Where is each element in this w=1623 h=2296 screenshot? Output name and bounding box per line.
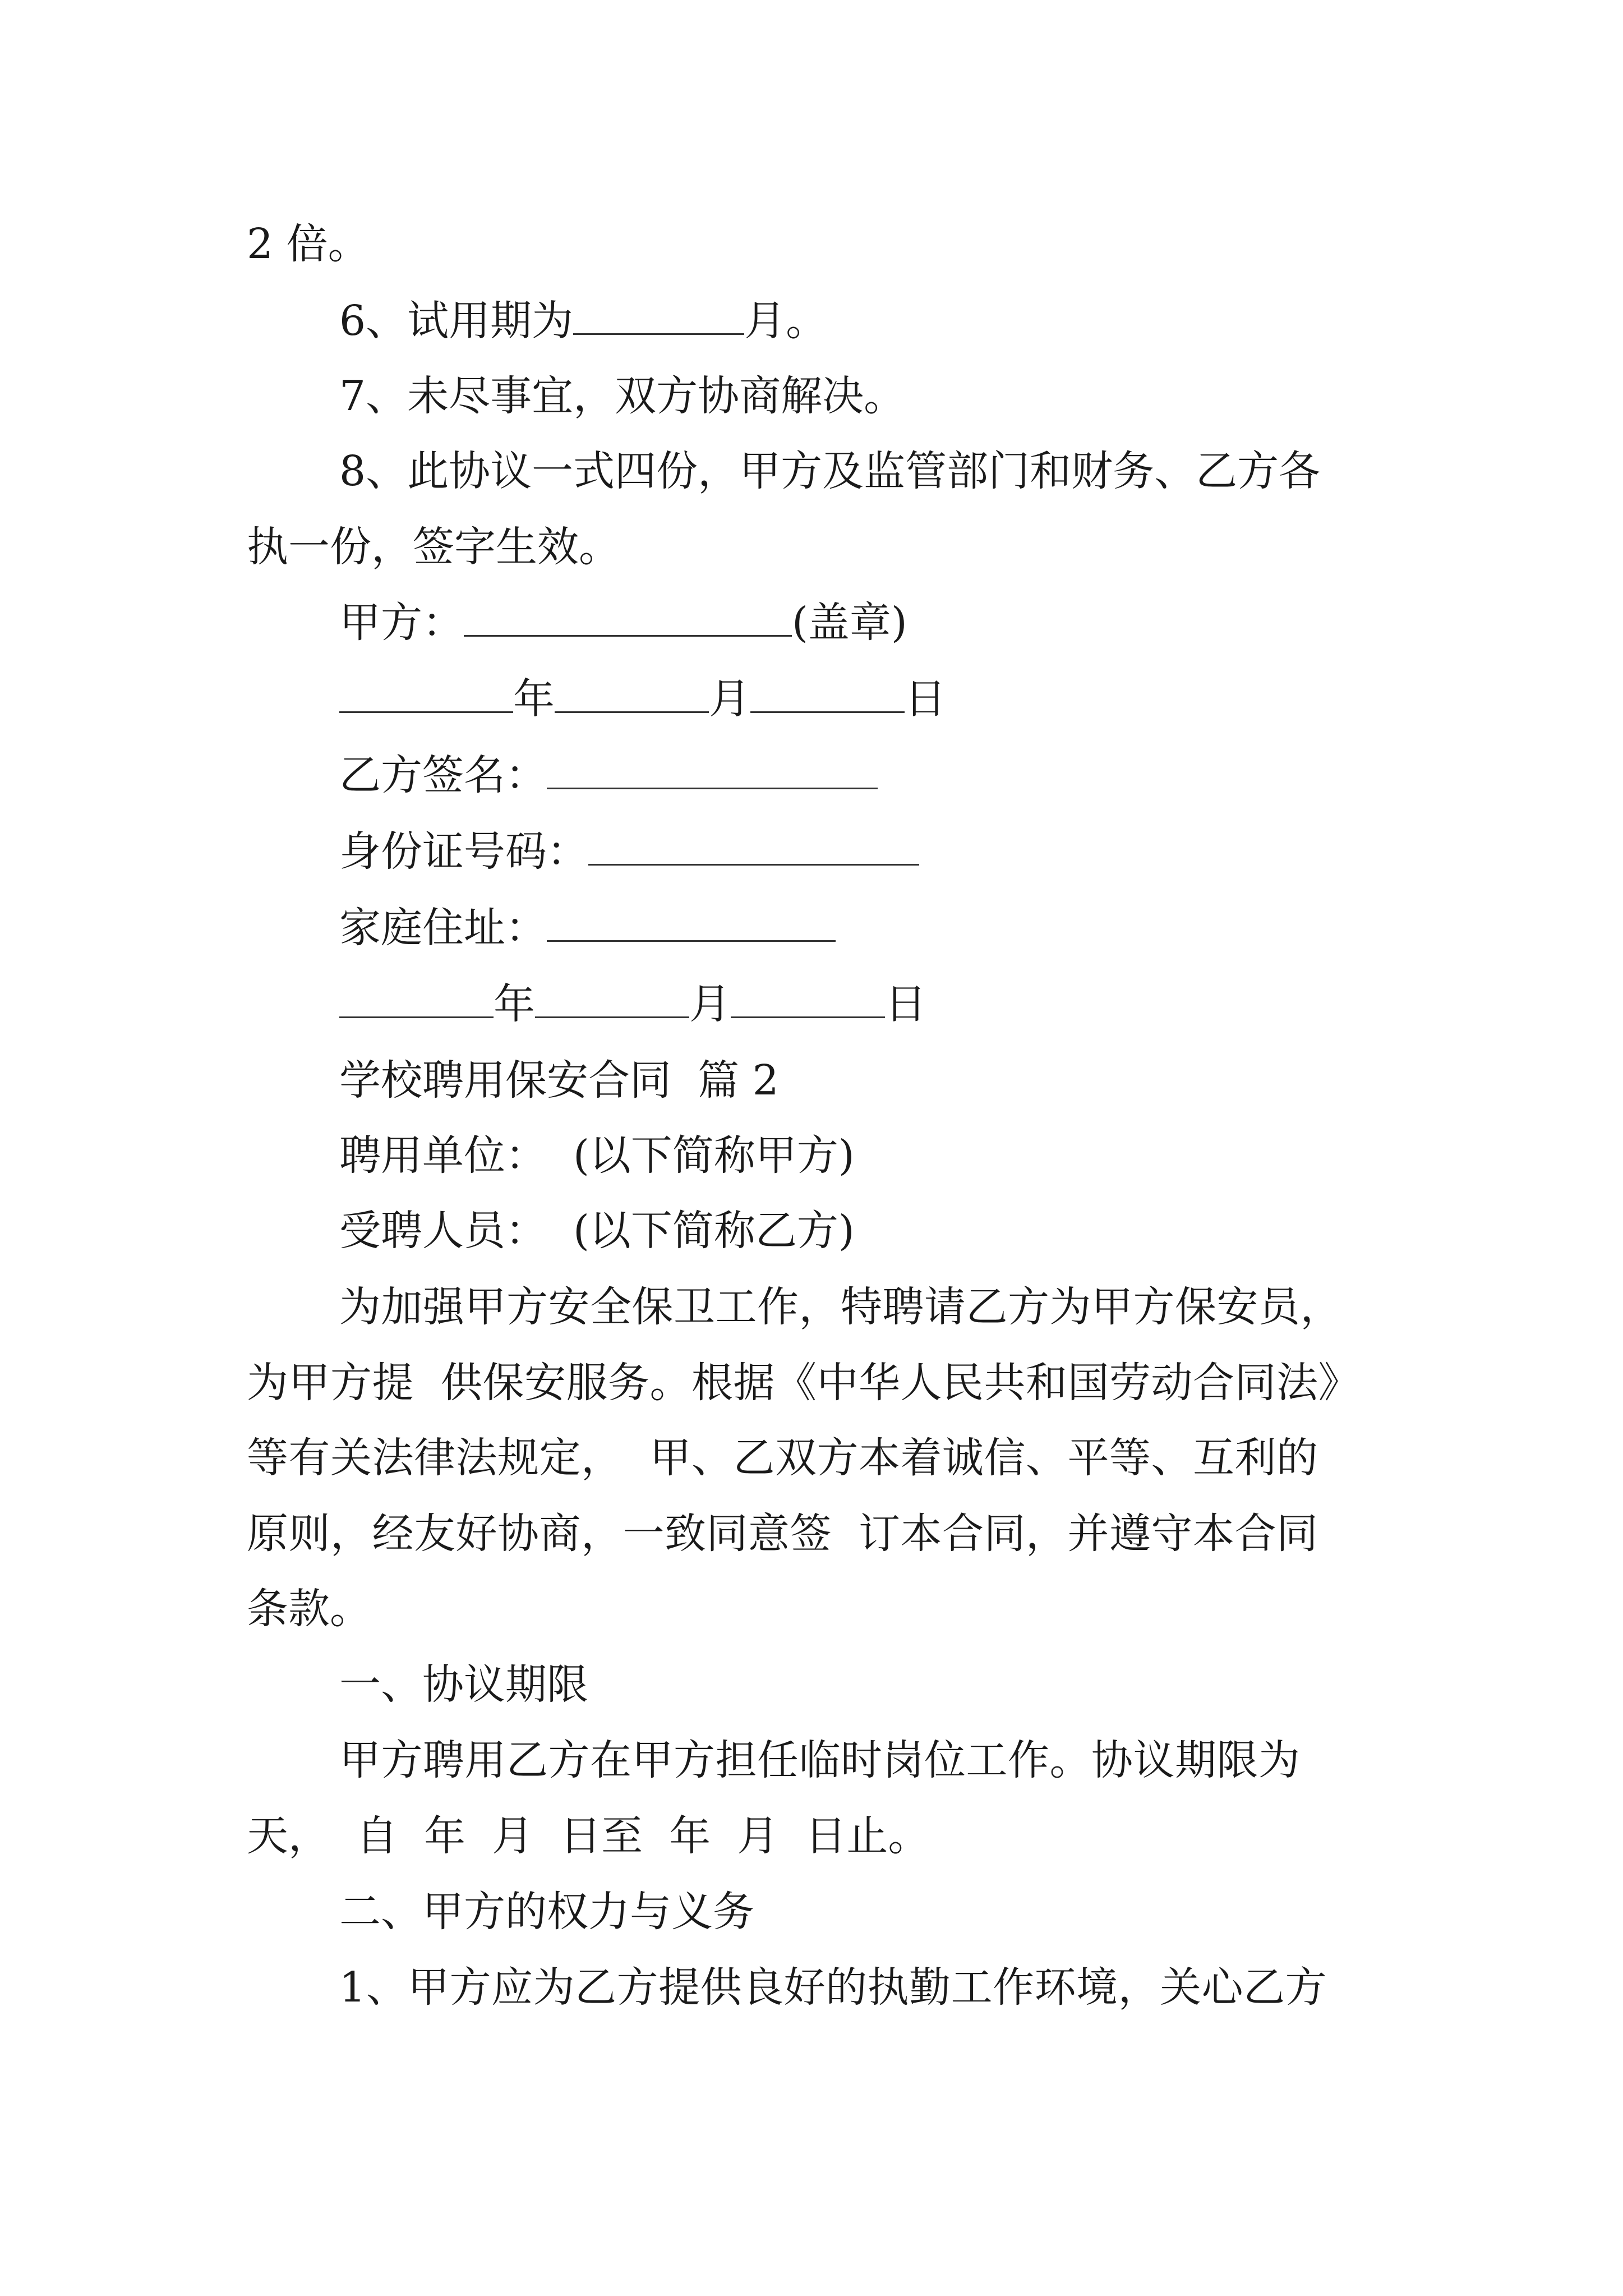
month-label: 月 — [709, 675, 750, 723]
month-label: 月 — [689, 980, 731, 1028]
day-blank — [750, 672, 905, 713]
address-line — [339, 900, 836, 956]
party-a-blank — [464, 596, 792, 637]
party-b-sign-line — [339, 747, 878, 803]
date-line-2 — [339, 976, 926, 1032]
paragraph-line: 执一份，签字生效。 — [247, 523, 620, 571]
paragraph-line: 8、此协议一式四份，甲方及监管部门和财务、乙方各 — [339, 447, 1321, 495]
paragraph-line: 7、未尽事宜，双方协商解决。 — [339, 372, 906, 420]
day-label: 日 — [885, 980, 926, 1028]
date-line-1 — [339, 671, 946, 727]
paragraph-line: 等有关法律法规定， 甲、乙双方本着诚信、平等、互利的 — [247, 1434, 1318, 1482]
year-label: 年 — [513, 675, 555, 723]
seal-label: (盖章) — [792, 599, 907, 647]
paragraph-line: 条款。 — [247, 1585, 371, 1633]
month-blank — [535, 977, 689, 1018]
party-b-sign-label: 乙方签名： — [339, 751, 547, 799]
year-blank — [339, 977, 494, 1018]
section-heading: 二、甲方的权力与义务 — [339, 1888, 754, 1936]
paragraph-line: 为甲方提 供保安服务。根据《中华人民共和国劳动合同法》 — [247, 1359, 1361, 1407]
paragraph-line: 聘用单位： (以下简称甲方) — [339, 1131, 855, 1180]
party-a-line — [339, 595, 907, 651]
month-blank — [555, 672, 709, 713]
section-title: 学校聘用保安合同 篇 2 — [339, 1056, 779, 1105]
probation-label: 6、试用期为 — [339, 297, 574, 345]
day-blank — [731, 977, 885, 1018]
id-number-label: 身份证号码： — [339, 827, 588, 876]
section-heading: 一、协议期限 — [339, 1660, 588, 1709]
paragraph-line: 天， 自 年 月 日至 年 月 日止。 — [247, 1812, 930, 1860]
paragraph-line: 1、甲方应为乙方提供良好的执勤工作环境，关心乙方 — [339, 1963, 1327, 2012]
address-label: 家庭住址： — [339, 904, 547, 952]
year-label: 年 — [494, 980, 535, 1028]
party-b-sign-blank — [547, 748, 878, 789]
paragraph-line: 2 倍。 — [247, 220, 370, 268]
id-number-line — [339, 823, 919, 880]
paragraph-line: 受聘人员： (以下简称乙方) — [339, 1207, 855, 1255]
paragraph-line: 原则，经友好协商，一致同意签 订本合同，并遵守本合同 — [247, 1510, 1318, 1558]
paragraph-line: 为加强甲方安全保卫工作，特聘请乙方为甲方保安员， — [339, 1283, 1342, 1331]
probation-suffix: 月。 — [744, 297, 828, 345]
probation-line — [339, 293, 827, 349]
paragraph-line: 甲方聘用乙方在甲方担任临时岗位工作。协议期限为 — [339, 1736, 1301, 1784]
probation-months-blank — [573, 294, 744, 335]
year-blank — [339, 672, 513, 713]
id-number-blank — [588, 825, 919, 866]
address-blank — [547, 901, 836, 942]
party-a-label: 甲方： — [339, 599, 464, 647]
day-label: 日 — [905, 675, 946, 723]
